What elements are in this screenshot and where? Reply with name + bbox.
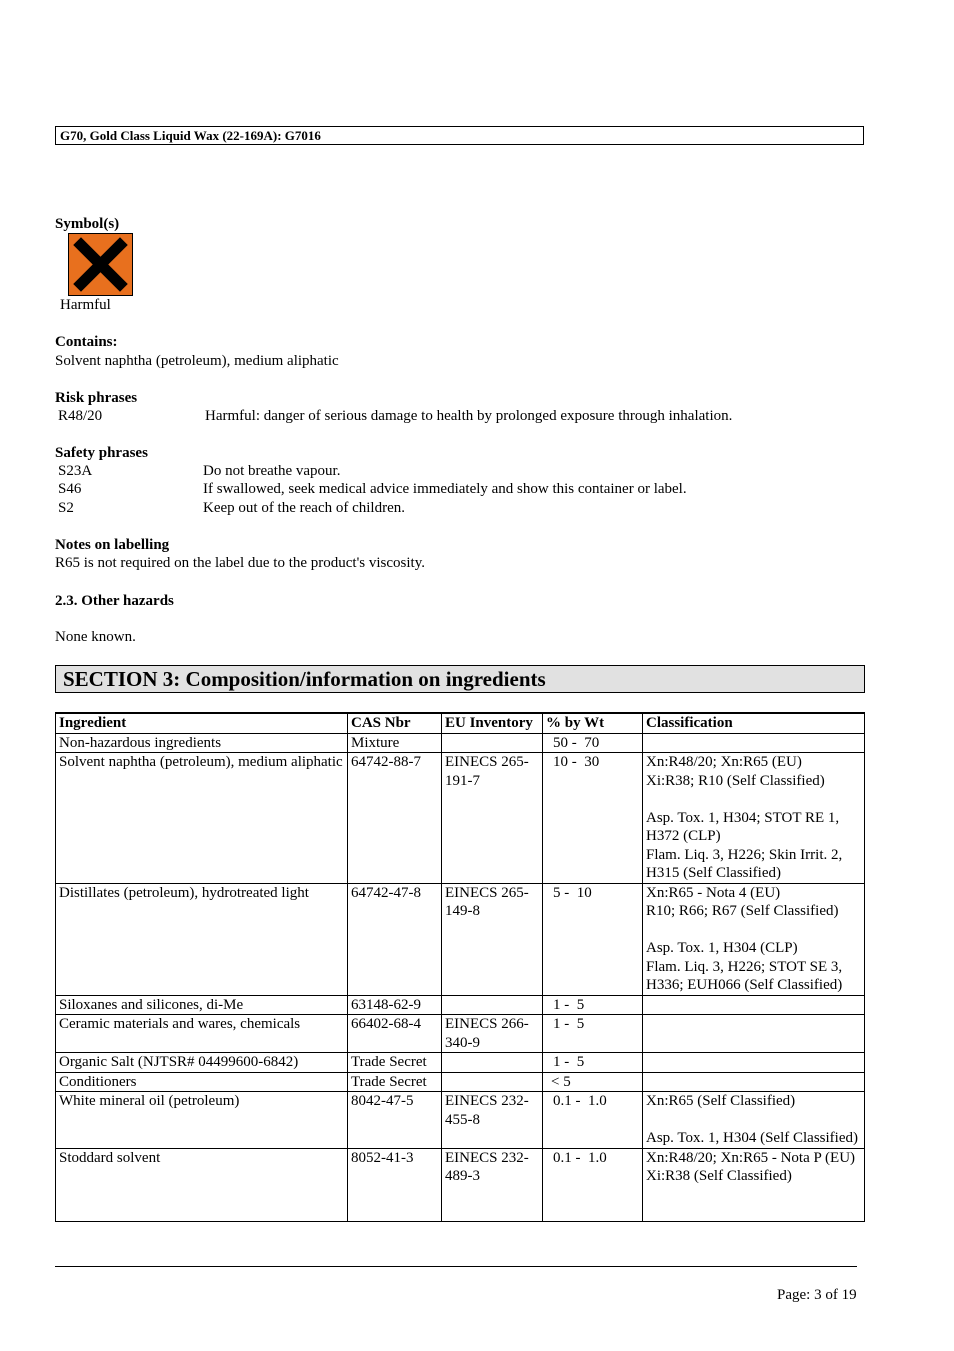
ingredients-table [55, 712, 865, 1222]
cas-cell: 64742-47-8 [348, 883, 442, 995]
eu-inventory-cell [442, 733, 543, 753]
safety-phrase-text: Do not breathe vapour. [203, 463, 341, 479]
classification-cell: Xn:R65 - Nota 4 (EU) R10; R66; R67 (Self Classified) Asp. Tox. 1, H304 (CLP) Flam. Liq. 3, H226; STOT SE 3, H336; EUH066 (Self Classified) [643, 883, 865, 995]
document-header: G70, Gold Class Liquid Wax (22-169A): G7016 [55, 126, 864, 145]
ingredient-cell: White mineral oil (petroleum) [56, 1092, 348, 1149]
section-3-title: SECTION 3: Composition/information on ingredients [55, 665, 865, 693]
classification-cell [643, 1015, 865, 1053]
percent-cell: 50 - 70 [543, 733, 643, 753]
percent-cell: 0.1 - 1.0 [543, 1148, 643, 1221]
harmful-cross-icon [68, 233, 133, 296]
notes-text: R65 is not required on the label due to the product's viscosity. [55, 555, 425, 571]
safety-phrases-heading: Safety phrases [55, 445, 148, 461]
ingredient-cell: Distillates (petroleum), hydrotreated light [56, 883, 348, 995]
page-number: Page: 3 of 19 [777, 1287, 857, 1303]
table-row [56, 1148, 865, 1221]
eu-inventory-cell: EINECS 232-455-8 [442, 1092, 543, 1149]
symbols-heading: Symbol(s) [55, 216, 120, 232]
classification-cell [643, 733, 865, 753]
contains-text: Solvent naphtha (petroleum), medium aliphatic [55, 353, 339, 369]
other-hazards-heading: 2.3. Other hazards [55, 593, 174, 609]
table-row [56, 1015, 865, 1053]
eu-inventory-cell: EINECS 266-340-9 [442, 1015, 543, 1053]
footer-rule [55, 1266, 857, 1267]
classification-cell [643, 995, 865, 1015]
safety-phrase-text: Keep out of the reach of children. [203, 500, 405, 516]
cas-cell: Trade Secret [348, 1072, 442, 1092]
table-row [56, 883, 865, 995]
percent-cell: 0.1 - 1.0 [543, 1092, 643, 1149]
cas-cell: 66402-68-4 [348, 1015, 442, 1053]
classification-cell [643, 1072, 865, 1092]
cas-cell: Mixture [348, 733, 442, 753]
eu-inventory-cell: EINECS 265-149-8 [442, 883, 543, 995]
cas-cell: 8052-41-3 [348, 1148, 442, 1221]
risk-phrases-heading: Risk phrases [55, 390, 138, 406]
eu-inventory-cell [442, 1053, 543, 1073]
symbol-caption: Harmful [60, 297, 111, 313]
classification-cell [643, 1053, 865, 1073]
percent-cell: 1 - 5 [543, 1053, 643, 1073]
safety-phrase-text: If swallowed, seek medical advice immediately and show this container or label. [203, 481, 687, 497]
table-row [56, 1072, 865, 1092]
column-header: % by Wt [543, 713, 643, 733]
ingredient-cell: Siloxanes and silicones, di-Me [56, 995, 348, 1015]
table-row [56, 753, 865, 884]
ingredient-cell: Organic Salt (NJTSR# 04499600-6842) [56, 1053, 348, 1073]
ingredient-cell: Stoddard solvent [56, 1148, 348, 1221]
eu-inventory-cell: EINECS 265-191-7 [442, 753, 543, 884]
contains-heading: Contains: [55, 334, 118, 350]
ingredient-cell: Non-hazardous ingredients [56, 733, 348, 753]
percent-cell: 1 - 5 [543, 1015, 643, 1053]
table-header-row [56, 713, 865, 733]
cas-cell: 63148-62-9 [348, 995, 442, 1015]
eu-inventory-cell [442, 995, 543, 1015]
column-header: Classification [643, 713, 865, 733]
column-header: CAS Nbr [348, 713, 442, 733]
table-row [56, 1053, 865, 1073]
risk-phrase-text: Harmful: danger of serious damage to health by prolonged exposure through inhalation. [205, 408, 733, 424]
risk-phrase-code: R48/20 [58, 408, 103, 424]
percent-cell: 10 - 30 [543, 753, 643, 884]
ingredient-cell: Solvent naphtha (petroleum), medium aliphatic [56, 753, 348, 884]
percent-cell: 1 - 5 [543, 995, 643, 1015]
classification-cell: Xn:R48/20; Xn:R65 (EU) Xi:R38; R10 (Self Classified) Asp. Tox. 1, H304; STOT RE 1, H372 (CLP) Flam. Liq. 3, H226; Skin Irrit. 2, H315 (Self Classified) [643, 753, 865, 884]
other-hazards-text: None known. [55, 629, 136, 645]
column-header: Ingredient [56, 713, 348, 733]
notes-heading: Notes on labelling [55, 537, 170, 553]
eu-inventory-cell: EINECS 232-489-3 [442, 1148, 543, 1221]
cas-cell: 8042-47-5 [348, 1092, 442, 1149]
ingredient-cell: Conditioners [56, 1072, 348, 1092]
safety-phrase-code: S23A [58, 463, 93, 479]
safety-phrase-code: S2 [58, 500, 74, 516]
table-row [56, 995, 865, 1015]
percent-cell: 5 - 10 [543, 883, 643, 995]
table-row [56, 733, 865, 753]
cas-cell: 64742-88-7 [348, 753, 442, 884]
classification-cell: Xn:R48/20; Xn:R65 - Nota P (EU) Xi:R38 (Self Classified) [643, 1148, 865, 1221]
safety-phrase-code: S46 [58, 481, 82, 497]
eu-inventory-cell [442, 1072, 543, 1092]
classification-cell: Xn:R65 (Self Classified) Asp. Tox. 1, H304 (Self Classified) [643, 1092, 865, 1149]
ingredient-cell: Ceramic materials and wares, chemicals [56, 1015, 348, 1053]
cas-cell: Trade Secret [348, 1053, 442, 1073]
percent-cell: < 5 [543, 1072, 643, 1092]
column-header: EU Inventory [442, 713, 543, 733]
table-row [56, 1092, 865, 1149]
